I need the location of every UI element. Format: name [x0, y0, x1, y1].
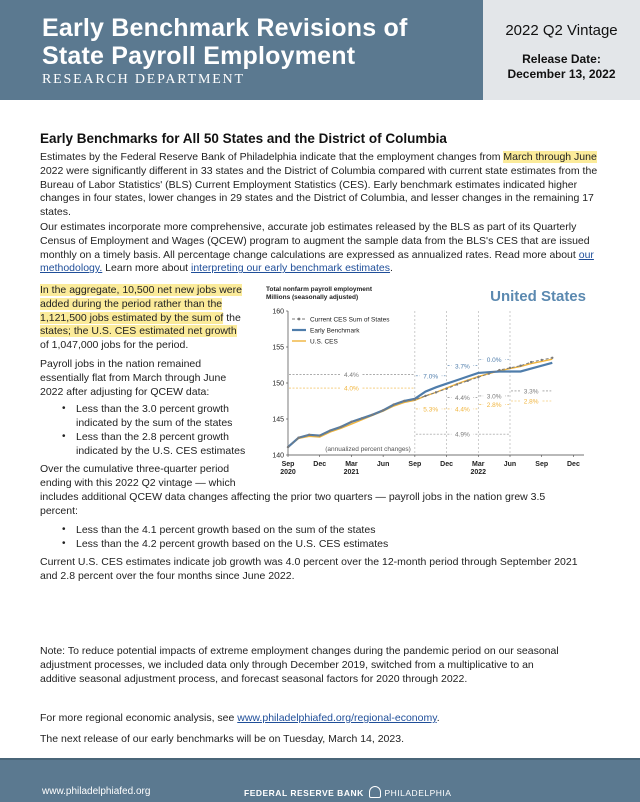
cumulative-line1: Over the cumulative three-quarter period [40, 463, 230, 475]
flat-bullet-1 [76, 403, 276, 431]
annotation-label: 3.7% [455, 363, 470, 371]
y-tick-label: 160 [272, 308, 284, 316]
note-paragraph [40, 645, 620, 686]
cumulative-continuation [40, 491, 620, 519]
department-label: RESEARCH DEPARTMENT [42, 72, 245, 87]
footer-url[interactable]: www.philadelphiafed.org [42, 786, 151, 797]
aggregate-line5: of 1,047,000 jobs for the period. [40, 339, 189, 352]
methodology-text-b: Learn more about [102, 262, 191, 275]
aggregate-line3: 1,121,500 jobs estimated by the sum of [40, 311, 224, 324]
series-marker [319, 434, 321, 436]
flat-line3: 2022 after adjusting for QCEW data: [40, 385, 210, 398]
annotation-label: 4.4% [455, 395, 470, 402]
flat-bullet2-line1: Less than the 2.8 percent growth [76, 431, 229, 443]
bullet-dot: • [62, 538, 66, 549]
note-line3: additive seasonal adjustment process, and forecast seasonal factors for 2020 through 2022. [40, 672, 468, 685]
series-marker [488, 372, 490, 374]
flat-paragraph [40, 358, 270, 399]
footer-org-city: PHILADELPHIA [384, 788, 452, 798]
series-marker [445, 388, 447, 390]
annotation-label: 4.0% [344, 385, 359, 393]
flat-line2: essentially flat from March through June [40, 371, 227, 384]
series-marker [456, 383, 458, 385]
intro-text-a: Estimates by the Federal Reserve Bank of Philadelphia indicate that the employment changes from [40, 151, 504, 163]
flat-bullet1-line1: Less than the 3.0 percent growth [76, 403, 229, 415]
cumulative-paragraph [40, 463, 270, 491]
intro-text-b: 2022 were significantly different in 33 states and the District of Columbia compared with current state estimates from the Bureau of Labor Statistics' (BLS) Current Employment Statistics (CES). Early benchmark estimates indicated higher changes in four states, lower changes in 29 states and the District of Columbia, and lesser changes in the remaining 17 states. [40, 164, 598, 219]
cumulative-line3: includes additional QCEW data changes affecting the prior two quarters — payroll jobs in the nation grew 3.5 [40, 491, 546, 503]
series-marker [382, 409, 384, 411]
intro-highlight: March through June [503, 151, 597, 163]
bullet-dot: • [62, 403, 66, 414]
flat-bullet2-line2: indicated by the U.S. CES estimates [76, 444, 246, 457]
y-tick-label: 140 [272, 452, 284, 460]
x-tick-year: 2020 [280, 469, 296, 476]
flat-line1: Payroll jobs in the nation remained [40, 358, 202, 370]
series-marker [519, 365, 521, 367]
series-marker [414, 398, 416, 400]
intro-paragraph [40, 151, 612, 220]
series-marker [297, 437, 299, 439]
bell-icon [369, 786, 381, 798]
release-date: December 13, 2022 [507, 67, 616, 81]
annotation-label: 0.0% [486, 356, 502, 364]
series-marker [329, 429, 331, 431]
series-marker [340, 426, 342, 428]
x-tick-label: Mar [472, 461, 485, 468]
next-release-text: The next release of our early benchmarks will be on Tuesday, March 14, 2023. [40, 733, 404, 745]
methodology-text-a: Our estimates incorporate more comprehensive, accurate job estimates released by the BLS as part of its Quarterly Census of Employment and Wages (QCEW) program to augment the sample data from the BLS's CES that are issued monthly on a timely basis. All percentage change calculations are expressed as annualized rates. Read more about [40, 221, 590, 261]
series-marker [393, 403, 395, 405]
bullet-dot: • [62, 524, 66, 535]
vintage-label: 2022 Q2 Vintage [505, 22, 618, 39]
cumulative-bullet-1: Less than the 4.1 percent growth based on the sum of the states [76, 524, 376, 536]
current-ces-paragraph [40, 556, 620, 584]
report-title-line1: Early Benchmark Revisions of [42, 14, 408, 42]
report-header [0, 0, 640, 100]
chart-ylabel-line2: Millions (seasonally adjusted) [266, 294, 359, 301]
aggregate-line4: states; the U.S. CES estimated net growth [40, 325, 237, 338]
methodology-text-c: . [390, 262, 393, 275]
legend-marker [298, 318, 301, 321]
release-date-label: Release Date: [522, 52, 601, 66]
regional-text: For more regional economic analysis, see [40, 712, 238, 724]
annotation-label: 5.3% [423, 406, 439, 414]
regional-paragraph [40, 712, 620, 726]
series-marker [467, 380, 469, 382]
footer-org [244, 786, 451, 798]
us-employment-chart [262, 283, 592, 483]
x-tick-label: Mar [345, 461, 358, 468]
note-line2: adjustment processes, we included data only through December 2019, switched from a multiplicative to an [40, 658, 534, 671]
series-marker [477, 376, 479, 378]
x-tick-label: Dec [567, 461, 580, 468]
annotation-label: 7.0% [423, 373, 439, 381]
note-line1: Note: To reduce potential impacts of extreme employment changes during the pandemic period on our seasonal [40, 645, 559, 657]
aggregate-line1: In the aggregate, 10,500 net new jobs were [40, 284, 242, 296]
series-marker [403, 400, 405, 402]
series-marker [287, 446, 289, 448]
x-tick-year: 2022 [470, 469, 487, 476]
current-ces-line1: Current U.S. CES estimates indicate job growth was 4.0 percent over the 12-month period through September 2021 [40, 556, 578, 568]
x-tick-label: Jun [503, 461, 517, 468]
chart-title: United States [490, 288, 586, 305]
annotation-label: 3.3% [523, 388, 539, 396]
x-tick-label: Dec [440, 461, 453, 468]
series-marker [361, 417, 363, 419]
cumulative-line2: ending with this 2022 Q2 vintage — which [40, 476, 236, 489]
series-marker [498, 369, 500, 371]
series-marker [435, 391, 437, 393]
annotation-label: 4.9% [455, 431, 470, 439]
x-tick-label: Sep [408, 461, 422, 468]
chart-note: (annualized percent changes) [325, 446, 411, 453]
x-tick-label: Sep [535, 461, 549, 468]
aggregate-line2: added during the period rather than the [40, 297, 223, 310]
annotation-label: 2.8% [523, 398, 539, 406]
series-marker [424, 395, 426, 397]
bullet-dot: • [62, 431, 66, 442]
y-tick-label: 150 [272, 380, 284, 388]
flat-bullet-2 [76, 431, 276, 459]
legend-label: Early Benchmark [310, 327, 360, 335]
aggregate-line3-rest: the [223, 311, 241, 324]
methodology-link[interactable]: our methodology. [40, 248, 594, 275]
cumulative-line4: percent: [40, 504, 78, 517]
section-heading: Early Benchmarks for All 50 States and the District of Columbia [40, 131, 447, 146]
regional-end: . [436, 712, 440, 724]
x-tick-label: Dec [313, 461, 327, 468]
y-tick-label: 145 [272, 416, 284, 424]
series-marker [551, 357, 553, 359]
annotation-label: 4.4% [344, 371, 359, 379]
chart-ylabel-line1: Total nonfarm payroll employment [266, 286, 373, 293]
report-title [42, 14, 407, 70]
methodology-paragraph [40, 221, 612, 276]
series-marker [371, 413, 373, 415]
interpreting-link[interactable]: interpreting our early benchmark estimates [191, 262, 391, 275]
x-tick-label: Jun [376, 461, 390, 468]
y-tick-label: 155 [272, 344, 284, 352]
annotation-label: 4.4% [455, 406, 470, 414]
series-marker [509, 367, 511, 369]
vintage-box [483, 0, 640, 100]
legend-label: U.S. CES [310, 338, 338, 346]
annotation-label: 2.8% [486, 402, 502, 410]
series-marker [541, 359, 543, 361]
series-marker [308, 434, 310, 436]
x-tick-label: Sep [281, 461, 295, 468]
current-ces-line2: and 2.8 percent over the four months since June 2022. [40, 569, 295, 582]
series-marker [350, 421, 352, 423]
footer-org-name: FEDERAL RESERVE BANK [244, 788, 364, 798]
regional-economy-link[interactable]: www.philadelphiafed.org/regional-economy [237, 712, 437, 724]
aggregate-paragraph [40, 284, 270, 353]
report-title-line2: State Payroll Employment [42, 42, 356, 70]
cumulative-bullet-2: Less than the 4.2 percent growth based on the U.S. CES estimates [76, 538, 389, 550]
series-marker [530, 361, 532, 363]
annotation-label: 3.0% [486, 393, 502, 401]
page-footer [0, 760, 640, 802]
legend-label: Current CES Sum of States [310, 316, 390, 324]
flat-bullet1-line2: indicated by the sum of the states [76, 416, 233, 429]
x-tick-year: 2021 [343, 469, 360, 476]
